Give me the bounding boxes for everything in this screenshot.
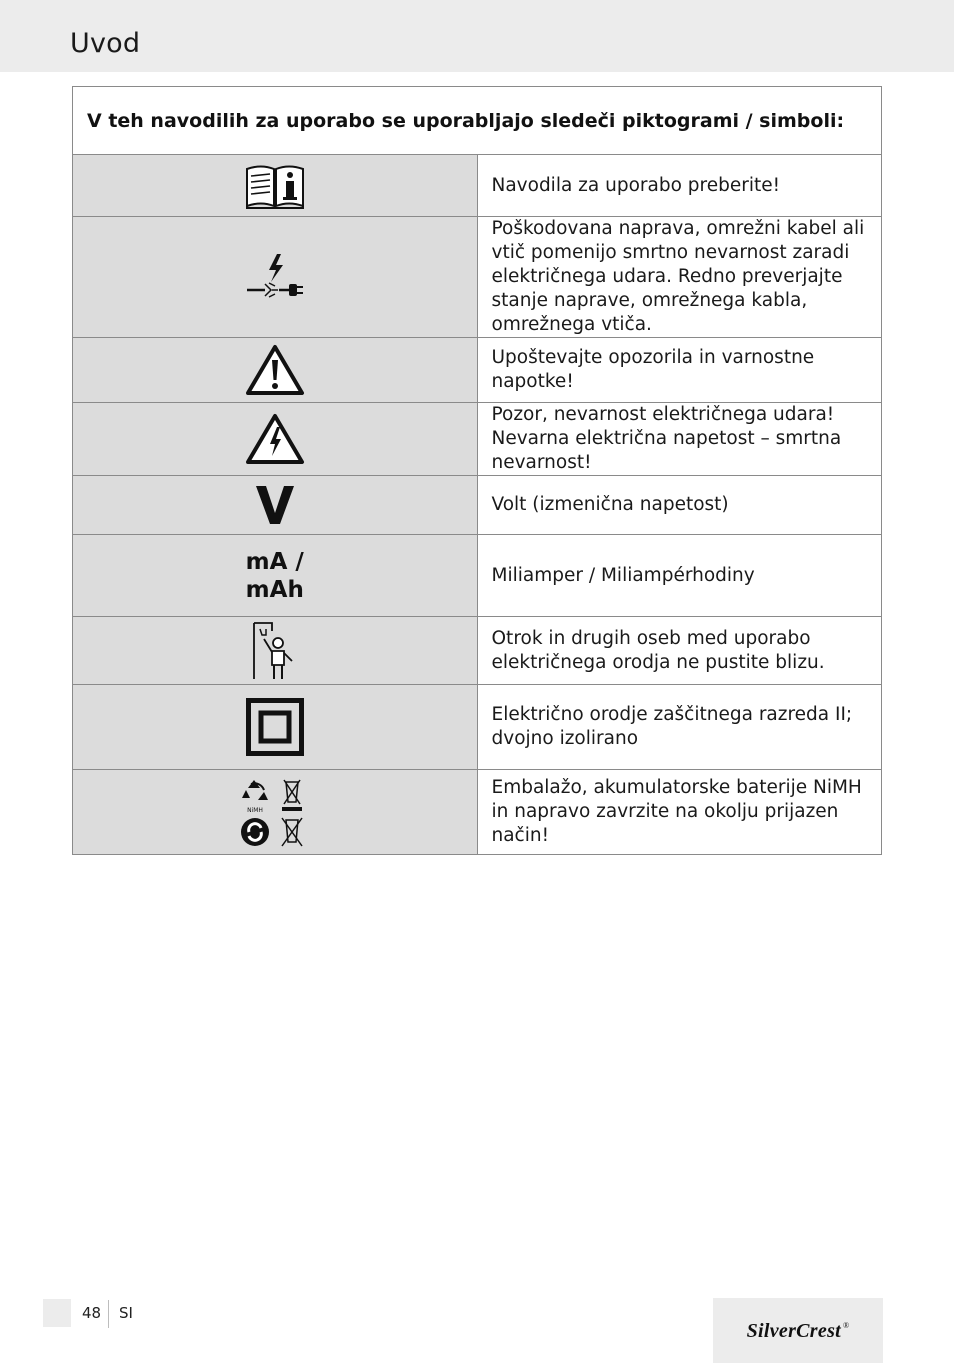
row-description: Upoštevajte opozorila in varnostne napotke! bbox=[477, 338, 882, 403]
warning-triangle-icon bbox=[245, 344, 305, 396]
table-row bbox=[73, 403, 882, 476]
registered-mark: ® bbox=[843, 1321, 850, 1330]
table-row bbox=[73, 535, 882, 617]
crossed-bin-icon-top bbox=[284, 780, 300, 804]
row-description-line: Pozor, nevarnost električnega udara! bbox=[491, 404, 835, 425]
table-row bbox=[73, 770, 882, 855]
brand-logo-box bbox=[713, 1298, 883, 1363]
brand-logo bbox=[713, 1320, 883, 1343]
table-row bbox=[73, 155, 882, 217]
row-description bbox=[477, 403, 882, 476]
icon-cell bbox=[73, 217, 478, 338]
footer-divider bbox=[108, 1300, 109, 1328]
icon-cell bbox=[73, 770, 478, 855]
row-description: Otrok in drugih oseb med uporabo električnega orodja ne pustite blizu. bbox=[477, 617, 882, 685]
icon-cell bbox=[73, 535, 478, 617]
table-row bbox=[73, 685, 882, 770]
green-dot-icon bbox=[241, 818, 269, 846]
volt-icon bbox=[253, 483, 297, 527]
milliamp-icon bbox=[73, 548, 477, 604]
header-band bbox=[0, 0, 954, 72]
nimh-label: NiMH bbox=[246, 807, 263, 814]
milliamp-hour-label: mAh bbox=[245, 576, 304, 603]
footer-marker bbox=[43, 1299, 71, 1327]
milliamp-label: mA / bbox=[245, 548, 304, 575]
table-heading: V teh navodilih za uporabo se uporabljajo sledeči piktogrami / simboli: bbox=[73, 87, 882, 155]
row-description: Električno orodje zaščitnega razreda II; dvojno izolirano bbox=[477, 685, 882, 770]
icon-cell bbox=[73, 155, 478, 217]
brand-name: SilverCrest bbox=[746, 1320, 842, 1342]
page-title: Uvod bbox=[70, 28, 141, 59]
icon-cell bbox=[73, 476, 478, 535]
table-row bbox=[73, 617, 882, 685]
language-code: SI bbox=[119, 1304, 133, 1322]
row-description: Embalažo, akumulatorske baterije NiMH in napravo zavrzite na okolju prijazen način! bbox=[477, 770, 882, 855]
book-info-icon bbox=[245, 163, 305, 209]
row-description: Navodila za uporabo preberite! bbox=[477, 155, 882, 217]
damaged-cable-icon bbox=[245, 250, 305, 304]
row-description-line: Nevarna električna napetost – smrtna nevarnost! bbox=[491, 428, 842, 473]
recycle-icon bbox=[242, 780, 268, 800]
page-number: 48 bbox=[82, 1304, 102, 1322]
row-description: Volt (izmenična napetost) bbox=[477, 476, 882, 535]
row-description: Miliamper / Miliampérhodiny bbox=[477, 535, 882, 617]
electric-shock-triangle-icon bbox=[245, 413, 305, 465]
icon-cell bbox=[73, 338, 478, 403]
child-safety-icon bbox=[250, 621, 300, 681]
table-row bbox=[73, 338, 882, 403]
double-insulation-icon bbox=[246, 698, 304, 756]
icon-cell bbox=[73, 685, 478, 770]
table-row bbox=[73, 217, 882, 338]
row-description: Poškodovana naprava, omrežni kabel ali vtič pomenijo smrtno nevarnost zaradi električnega udara. Redno preverjajte stanje naprave, omrežnega kabla, omrežnega vtiča. bbox=[477, 217, 882, 338]
crossed-bin-icon-bottom bbox=[282, 818, 302, 846]
symbol-table bbox=[72, 86, 882, 855]
table-row bbox=[73, 476, 882, 535]
table-heading-row bbox=[73, 87, 882, 155]
disposal-icons bbox=[240, 776, 310, 848]
icon-cell bbox=[73, 403, 478, 476]
icon-cell bbox=[73, 617, 478, 685]
